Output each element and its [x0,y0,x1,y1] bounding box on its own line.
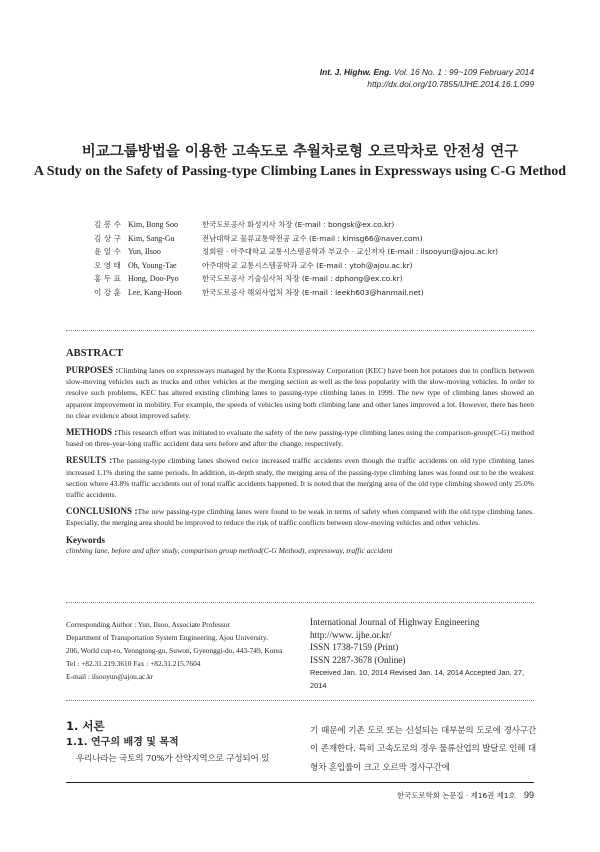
footer-journal: 한국도로학회 논문집 · 제16권 제1호 [396,791,516,800]
abstract-section [66,348,534,556]
author-affiliation: 한국도로공사 해외사업처 차장 (E-mail : leekh603@hanmail.net) [202,287,424,297]
title-korean: 비교그룹방법을 이용한 고속도로 추월차로형 오르막차로 안전성 연구 [81,144,519,160]
author-name-korean: 윤 일 수 [94,247,121,257]
keywords-title: Keywords [66,534,105,545]
corr-line: Tel : +82.31.219.3610 Fax : +82.31.215.7604 [66,659,201,668]
corr-email: E-mail : ilsooyun@ajou.ac.kr [66,672,154,681]
journal-name: International Journal of Highway Engineering [310,617,480,627]
article-dates: Received Jan. 10, 2014 Revised Jan. 14, 2014 Accepted Jan. 27, 2014 [310,668,525,690]
subsection-heading: 1.1. 연구의 배경 및 목적 [66,737,179,748]
author-name-english: Hong, Doo-Pyo [128,274,179,284]
author-name-english: Kim, Sang-Gu [128,233,175,243]
journal-abbreviation: Int. J. Highw. Eng. [319,67,392,77]
page-footer [397,790,534,801]
author-name-korean: 홍 두 표 [94,274,121,284]
purposes-text: Climbing lanes on expressways managed by the Korea Expressway Corporation (KEC) have been hot potatoes due to conflicts between slow-moving vehicles such as trucks and other vehicles at the merging section as well as the less popularity with the slow-moving vehicles. In order to resolve such problems, KEC has altered existing climbing lanes to passing-type climbing lanes in 1999. The new type of climbing lanes showed an apparent improvement in mobility. For example, the speeds of vehicles using both climbing lane and other lanes improved a lot. However, there has been no clear evidence about improved safety. [66,366,534,420]
body-paragraph: 우리나라는 국토의 70%가 산악지역으로 구성되어 있 [76,754,270,764]
doi-link[interactable]: http://dx.doi.org/10.7855/IJHE.2014.16.1.099 [367,79,534,89]
footer-rule [66,782,534,783]
author-affiliation: 전남대학교 물류교통학전공 교수 (E-mail : kimsg66@naver.com) [202,233,423,243]
title-english: A Study on the Safety of Passing-type Climbing Lanes in Expressways using C-G Method [33,164,567,179]
results-text: The passing-type climbing lanes showed twice increased traffic accidents even though the traffic accidents on old type climbing lanes increased 1.1% during the same periods. In addition, in-depth study, the merging area of the passing-type climbing lanes was found out to be the weakest section where 43.8% traffic accidents out of total traffic accidents happened. It is noted that the merging area of the old type climbing showed only 25.0% traffic accidents. [66,456,534,500]
volume-info: Vol. 16 No. 1 : 99~109 February 2014 [393,67,534,77]
conclusions-text: The new passing-type climbing lanes were found to be weak in terms of safety when compared with the old type climbing lanes. Especially, the merging area should be improved to reduce the risk of traffic conflicts between slow-moving vehicles and other vehicles. [66,507,534,528]
author-affiliation: 한국도로공사 기술심사처 차장 (E-mail : dphong@ex.co.kr) [202,274,403,284]
journal-header [320,66,534,90]
author-affiliation: 정회원 · 아주대학교 교통시스템공학과 부교수 · 교신저자 (E-mail : ilsooyun@ajou.ac.kr) [202,247,499,257]
divider [66,700,534,701]
author-name-korean: 김 봉 수 [94,220,121,229]
author-name-english: Yun, Ilsoo [128,247,161,257]
divider [66,602,534,603]
author-affiliation: 한국도로공사 화성지사 차장 (E-mail : bongsk@ex.co.kr) [202,220,395,229]
corr-line: Department of Transportation System Engineering, Ajou University. [66,633,268,642]
body-column-right: 기 때문에 기존 도로 또는 신설되는 대부분의 도로에 경사구간이 존재한다. 특히 고속도로의 경우 물류산업의 발달로 인해 대형차 혼입률이 크고 오르막 경사구간에 [310,726,536,773]
corresponding-author-block [66,618,296,683]
corr-line: 206, World cup-ro, Yeongtong-gu, Suwon, Gyeonggi-do, 443-749, Korea [66,646,283,655]
abstract-methods [66,427,534,449]
author-name-korean: 이 강 훈 [94,287,121,297]
author-affiliation: 아주대학교 교통시스템공학과 교수 (E-mail : ytoh@ajou.ac.kr) [202,260,413,270]
keywords-text: climbing lane, before and after study, comparison group method(C-G Method), expressway, traffic accident [66,545,393,555]
abstract-title: ABSTRACT [66,348,124,359]
author-name-english: Lee, Kang-Hoon [128,287,182,297]
author-name-english: Kim, Bong Soo [128,220,179,229]
page-number: 99 [523,790,534,800]
section-heading: 1. 서론 [66,719,105,733]
abstract-conclusions [66,506,534,528]
abstract-purposes [66,365,534,421]
conclusions-label: CONCLUSIONS : [66,506,138,517]
methods-text: This research effort was initiated to evaluate the safety of the new passing-type climbing lanes using the comparison-group(C-G) method based on three-year-long traffic accident data sets before and after the change, respectively. [66,428,534,449]
introduction-section [66,718,294,767]
purposes-label: PURPOSES : [66,365,119,375]
author-name-english: Oh, Young-Tae [128,260,177,270]
journal-info-block [310,616,540,693]
author-name-korean: 김 상 구 [94,233,121,243]
journal-url[interactable]: http://www. ijhe.or.kr/ [310,629,392,640]
divider [66,330,534,331]
methods-label: METHODS : [66,427,118,438]
author-name-korean: 오 영 태 [94,260,121,270]
results-label: RESULTS : [66,455,113,466]
issn-print: ISSN 1738-7159 (Print) [310,642,399,653]
abstract-results [66,455,534,500]
issn-online: ISSN 2287-3678 (Online) [310,654,406,665]
corr-line: Corresponding Author : Yun, Ilsoo, Associate Professor [66,620,230,629]
